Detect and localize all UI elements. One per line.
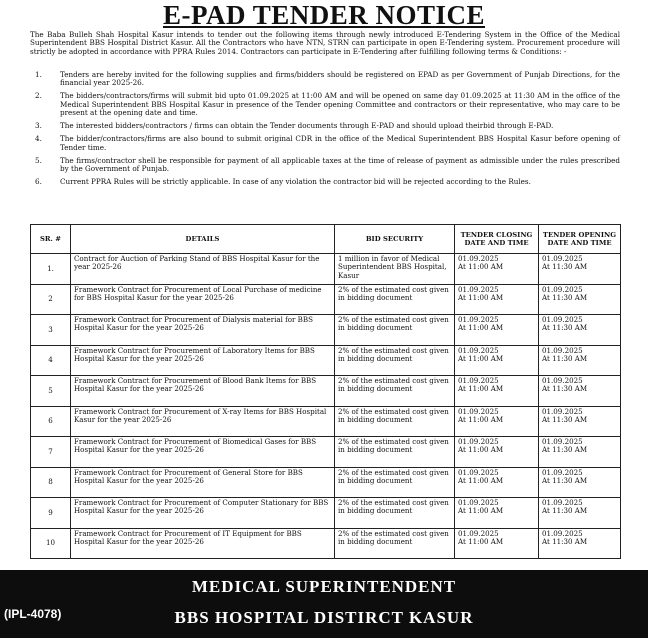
row-closing	[455, 437, 539, 468]
clause-number: 6.	[35, 177, 42, 187]
row-sr: 3	[31, 315, 71, 346]
header-opening: TENDER OPENING DATE AND TIME	[539, 225, 621, 254]
table-row	[31, 315, 621, 346]
row-bid-security: 2% of the estimated cost given in bidding document	[335, 315, 455, 346]
closing-time: At 11:00 AM	[458, 323, 504, 333]
row-sr: 2	[31, 284, 71, 315]
table-row	[31, 345, 621, 376]
clause-number: 5.	[35, 155, 42, 165]
opening-time: At 11:30 AM	[542, 445, 588, 455]
row-closing	[455, 284, 539, 315]
row-details: Contract for Auction of Parking Stand of BBS Hospital Kasur for the year 2025-26	[71, 254, 335, 285]
opening-time: At 11:30 AM	[542, 262, 588, 272]
closing-date: 01.09.2025	[458, 498, 499, 507]
table-body	[31, 254, 621, 559]
clause-text: The bidder/contractors/firms are also bound to submit original CDR in the office of the Medical Superintendent BBS Hospital Kasur before opening of Tender time.	[60, 134, 620, 152]
clause-text: Tenders are hereby invited for the following supplies and firms/bidders should be registered on EPAD as per Government of Punjab Directions, for the financial year 2025-26.	[60, 70, 620, 88]
opening-time: At 11:30 AM	[542, 475, 588, 485]
header-details: DETAILS	[71, 225, 335, 254]
opening-date: 01.09.2025	[542, 254, 583, 263]
row-closing	[455, 345, 539, 376]
clause-item	[30, 178, 620, 186]
row-opening	[539, 315, 621, 346]
row-details: Framework Contract for Procurement of Dialysis material for BBS Hospital Kasur for the year 2025-26	[71, 315, 335, 346]
table-row	[31, 528, 621, 559]
opening-time: At 11:30 AM	[542, 353, 588, 363]
row-details: Framework Contract for Procurement of Biomedical Gases for BBS Hospital Kasur for the year 2025-26	[71, 437, 335, 468]
table-row	[31, 284, 621, 315]
notice-title: E-PAD TENDER NOTICE	[162, 0, 486, 30]
closing-time: At 11:00 AM	[458, 262, 504, 272]
opening-date: 01.09.2025	[542, 528, 583, 538]
clause-text: The bidders/contractors/firms will submit bid upto 01.09.2025 at 11:00 AM and will be opened on same day 01.09.2025 at 11:30 AM in the office of the Medical Superintendent BBS Hospital Kasur in presence of the Tender opening Committee and contractors or their representative, who may care to be present at the opening date and time.	[60, 91, 620, 118]
clause-text: The firms/contractor shell be responsible for payment of all applicable taxes at the time of release of payment as admissible under the rules prescribed by the Government of Punjab.	[60, 155, 620, 174]
clause-text: Current PPRA Rules will be strictly applicable. In case of any violation the contractor bid will be rejected according to the Rules.	[60, 177, 531, 187]
closing-time: At 11:00 AM	[458, 384, 504, 394]
table-row	[31, 498, 621, 529]
row-details: Framework Contract for Procurement of Computer Stationary for BBS Hospital Kasur for the year 2025-26	[71, 498, 335, 529]
clause-number: 2.	[35, 91, 42, 101]
row-details: Framework Contract for Procurement of IT Equipment for BBS Hospital Kasur for the year 2025-26	[71, 528, 335, 559]
opening-date: 01.09.2025	[542, 406, 583, 416]
row-sr: 9	[31, 498, 71, 529]
closing-date: 01.09.2025	[458, 254, 499, 263]
header-closing: TENDER CLOSING DATE AND TIME	[455, 225, 539, 254]
clause-item	[30, 135, 620, 152]
clause-item	[30, 157, 620, 174]
clause-item	[30, 122, 620, 130]
header-sr: SR. #	[31, 225, 71, 254]
closing-date: 01.09.2025	[458, 284, 499, 294]
row-closing	[455, 406, 539, 437]
row-opening	[539, 376, 621, 407]
opening-time: At 11:30 AM	[542, 292, 588, 302]
row-bid-security: 2% of the estimated cost given in bidding document	[335, 467, 455, 498]
closing-time: At 11:00 AM	[458, 445, 504, 455]
row-opening	[539, 254, 621, 285]
closing-time: At 11:00 AM	[458, 506, 504, 516]
row-sr: 5	[31, 376, 71, 407]
row-details: Framework Contract for Procurement of General Store for BBS Hospital Kasur for the year 2025-26	[71, 467, 335, 498]
row-sr: 4	[31, 345, 71, 376]
header-bid-security: BID SECURITY	[335, 225, 455, 254]
closing-date: 01.09.2025	[458, 345, 499, 355]
row-bid-security: 1 million in favor of Medical Superintendent BBS Hospital, Kasur	[335, 254, 455, 285]
row-opening	[539, 284, 621, 315]
opening-date: 01.09.2025	[542, 437, 583, 446]
opening-time: At 11:30 AM	[542, 323, 588, 333]
footer-line-1: MEDICAL SUPERINTENDENT	[191, 577, 457, 596]
closing-date: 01.09.2025	[458, 437, 499, 446]
opening-date: 01.09.2025	[542, 284, 583, 294]
opening-date: 01.09.2025	[542, 376, 583, 385]
opening-time: At 11:30 AM	[542, 536, 588, 546]
opening-date: 01.09.2025	[542, 498, 583, 507]
table-row	[31, 376, 621, 407]
row-opening	[539, 467, 621, 498]
closing-time: At 11:00 AM	[458, 414, 504, 424]
row-closing	[455, 254, 539, 285]
closing-date: 01.09.2025	[458, 467, 499, 477]
row-bid-security: 2% of the estimated cost given in bidding document	[335, 406, 455, 437]
clause-number: 1.	[35, 70, 42, 79]
row-bid-security: 2% of the estimated cost given in bidding document	[335, 528, 455, 559]
opening-time: At 11:30 AM	[542, 506, 588, 516]
clause-number: 4.	[35, 134, 42, 144]
row-opening	[539, 406, 621, 437]
table-header-row	[31, 225, 621, 254]
opening-date: 01.09.2025	[542, 315, 583, 324]
row-closing	[455, 528, 539, 559]
row-opening	[539, 345, 621, 376]
row-closing	[455, 498, 539, 529]
clause-item	[30, 71, 620, 88]
terms-list	[30, 71, 620, 191]
clause-number: 3.	[35, 121, 42, 131]
opening-time: At 11:30 AM	[542, 414, 588, 424]
tender-table	[30, 224, 621, 559]
row-bid-security: 2% of the estimated cost given in bidding document	[335, 437, 455, 468]
reference-code: (IPL-4078)	[4, 607, 62, 621]
row-closing	[455, 376, 539, 407]
row-opening	[539, 528, 621, 559]
row-closing	[455, 467, 539, 498]
row-details: Framework Contract for Procurement of Local Purchase of medicine for BBS Hospital Kasur for the year 2025-26	[71, 284, 335, 315]
closing-date: 01.09.2025	[458, 528, 499, 538]
table-row	[31, 254, 621, 285]
row-sr: 10	[31, 528, 71, 559]
clause-item	[30, 92, 620, 117]
table-row	[31, 406, 621, 437]
closing-date: 01.09.2025	[458, 376, 499, 385]
row-bid-security: 2% of the estimated cost given in bidding document	[335, 345, 455, 376]
clause-text: The interested bidders/contractors / firms can obtain the Tender documents through E-PAD and should upload theirbid through E-PAD.	[60, 121, 554, 131]
closing-time: At 11:00 AM	[458, 536, 504, 546]
row-closing	[455, 315, 539, 346]
opening-date: 01.09.2025	[542, 467, 583, 477]
closing-time: At 11:00 AM	[458, 292, 504, 302]
row-sr: 8	[31, 467, 71, 498]
footer-line-2: BBS HOSPITAL DISTIRCT KASUR	[174, 608, 474, 627]
row-details: Framework Contract for Procurement of Laboratory Items for BBS Hospital Kasur for the year 2025-26	[71, 345, 335, 376]
row-bid-security: 2% of the estimated cost given in bidding document	[335, 376, 455, 407]
row-opening	[539, 437, 621, 468]
row-sr: 1.	[31, 254, 71, 285]
row-details: Framework Contract for Procurement of Blood Bank Items for BBS Hospital Kasur for the year 2025-26	[71, 376, 335, 407]
tender-table-wrapper	[30, 224, 620, 559]
row-opening	[539, 498, 621, 529]
row-details: Framework Contract for Procurement of X-ray Items for BBS Hospital Kasur for the year 2025-26	[71, 406, 335, 437]
row-sr: 6	[31, 406, 71, 437]
closing-time: At 11:00 AM	[458, 475, 504, 485]
table-row	[31, 467, 621, 498]
opening-time: At 11:30 AM	[542, 384, 588, 394]
table-row	[31, 437, 621, 468]
row-bid-security: 2% of the estimated cost given in bidding document	[335, 284, 455, 315]
closing-date: 01.09.2025	[458, 315, 499, 324]
row-bid-security: 2% of the estimated cost given in bidding document	[335, 498, 455, 529]
closing-time: At 11:00 AM	[458, 353, 504, 363]
closing-date: 01.09.2025	[458, 406, 499, 416]
intro-paragraph: The Baba Bulleh Shah Hospital Kasur intends to tender out the following items through newly introduced E-Tendering System in the Office of the Medical Superintendent BBS Hospital District Kasur. All the Contractors who have NTN, STRN can participate in open E-Tendering system. Procurement procedure will strictly be adopted in accordance with PPRA Rules 2014. Contractors can participate in E-Tendering after fulfilling following terms & Conditions: -	[30, 30, 620, 56]
opening-date: 01.09.2025	[542, 345, 583, 355]
row-sr: 7	[31, 437, 71, 468]
